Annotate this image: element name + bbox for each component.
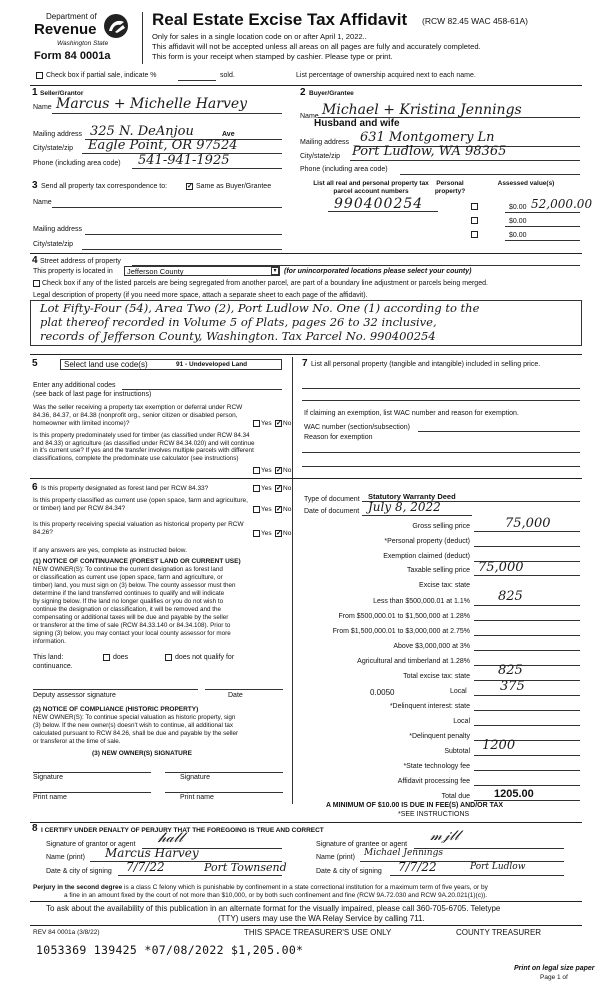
additional-codes-label: Enter any additional codes [33,382,116,389]
notice2-line-1: NEW OWNER(S): To continue special valuation as historic property, sign [33,714,236,721]
partial-sale-label: Check box if partial sale, indicate % [46,72,157,79]
personal-checkbox-3[interactable] [471,231,478,238]
forest-yes-checkbox[interactable] [253,485,260,492]
doc-date-label: Date of document [304,508,360,515]
grantee-date-label: Date & city of signing [316,868,382,875]
exempt-yes-checkbox[interactable] [253,420,260,427]
legal-line-2: plat thereof recorded in Volume 5 of Plats, pages 26 to 32 inclusive, [40,315,437,329]
forest-yes: Yes [261,485,272,492]
section3-heading: Send all property tax correspondence to: [41,183,168,190]
seller-mailing-suffix: Ave [222,131,235,138]
excise-state-label: Excise tax: state [419,582,470,589]
less-500k-label: Less than $500,000.01 at 1.1% [373,598,470,605]
grantor-name[interactable]: Marcus Harvey [105,846,199,860]
grantor-city[interactable]: Port Townsend [204,861,287,874]
seller-phone-label: Phone (including area code) [33,160,121,167]
new-owner-print-2: Print name [180,794,214,801]
partial-sale-checkbox[interactable] [36,72,43,79]
timber-question: Is this property predominately used for timber (as classified under RCW 84.34 and 84.33) or agriculture (as classified under RCW 84.34.020) and will continue in it's current use? If yes and the transfer involves multiple parcels with different classifications, complete the predominate use calculator (see instructions) [33,432,255,462]
seller-name[interactable]: Marcus + Michelle Harvey [56,96,248,112]
notice1-line-7: compensating or additional taxes will be due and payable by the seller [33,614,229,621]
personal-checkbox-1[interactable] [471,203,478,210]
timber-yes: Yes [261,467,272,474]
notice1-line-3: timber) land, you must sign on (3) below. The county assessor must then [33,582,236,589]
local-value[interactable]: 375 [500,679,525,694]
buyer-city[interactable]: Port Ludlow, WA 98365 [352,144,507,159]
personal-checkbox-2[interactable] [471,217,478,224]
personal-property-label: List all personal property (tangible and intangible) included in selling price. [311,361,541,368]
subtotal-label: Subtotal [444,748,470,755]
buyer-heading: Buyer/Grantee [309,90,354,97]
same-as-buyer-checkbox[interactable]: ✓ [187,183,193,190]
doc-date-value[interactable]: July 8, 2022 [368,500,441,514]
seller-city[interactable]: Eagle Point, OR 97524 [88,138,238,153]
certify-statement: I CERTIFY UNDER PENALTY OF PERJURY THAT THE FOREGOING IS TRUE AND CORRECT [41,827,324,834]
historic-yes: Yes [261,530,272,537]
street-address-label: Street address of property [40,258,121,265]
s3-name-label: Name [33,199,52,206]
s3-city-label: City/state/zip [33,241,74,248]
notice2-line-3: calculated pursuant to RCW 84.26, shall be due and payable by the seller [33,730,239,737]
tier4-label: Above $3,000,000 at 3% [393,643,470,650]
personal-col-header: Personal property? [434,180,466,195]
seller-phone[interactable]: 541-941-1925 [138,153,230,168]
notice1-line-5: by signing below. If the land no longer qualifies or you do not wish to [33,598,224,605]
header-note-1: Only for sales in a single location code on or after April 1, 2022.. [152,32,367,41]
delinq-local-label: Local [453,718,470,725]
total-state-label: Total excise tax: state [403,673,470,680]
notice1-line-4: determine if the land transferred continues to qualify and will indicate [33,590,225,597]
header-note-2: This affidavit will not be accepted unless all areas on all pages are fully and accurately completed. [152,42,481,51]
doc-type-value: Statutory Warranty Deed [368,492,456,501]
seller-mailing-label: Mailing address [33,131,83,138]
section-8-number: 8 [32,823,38,834]
does-checkbox[interactable] [103,654,110,661]
continuance-label: continuance. [33,663,73,670]
total-state-value[interactable]: 825 [498,663,523,678]
claim-exemption-label: If claiming an exemption, list WAC number and reason for exemption. [304,410,519,417]
parcel-number[interactable]: 990400254 [334,196,424,212]
partial-pct-line [178,80,216,81]
buyer-name-label: Name [300,113,319,120]
list-pct-note: List percentage of ownership acquired next to each name. [296,72,476,79]
doc-type-label: Type of document [304,496,360,503]
land-use-value: 91 - Undeveloped Land [176,361,248,368]
legal-line-3: records of Jefferson County, Washington. Tax Parcel No. 990400254 [40,329,436,343]
exemption-deduct-label: Exemption claimed (deduct) [383,553,470,560]
seller-mailing[interactable]: 325 N. DeAnjou [90,124,194,139]
county-dropdown-arrow-icon[interactable]: ▾ [271,267,279,275]
exempt-no: No [283,420,292,427]
section-1-number: 1 [32,87,38,98]
historic-no-checkbox[interactable]: ✓ [276,530,282,537]
form-title: Real Estate Excise Tax Affidavit [152,10,408,29]
buyer-typed-name: Husband and wife [314,118,400,129]
local-rate: 0.0050 [370,688,395,697]
grantee-signature[interactable]: 𝓂𝒿𝓁𝓁 [430,828,459,844]
land-use-label: Select land use code(s) [64,360,148,369]
notice2-line-2: (3) below. If the new owner(s) doesn't wish to continue, all additional tax [33,722,234,729]
section-3-number: 3 [32,180,38,191]
wac-label: WAC number (section/subsection) [304,424,410,431]
grantee-name[interactable]: Michael Jennings [364,848,443,858]
buyer-mailing[interactable]: 631 Montgomery Ln [360,130,495,145]
tier3-label: From $1,500,000.01 to $3,000,000 at 2.75% [332,628,470,635]
grantor-name-label: Name (print) [46,854,85,861]
current-no-checkbox[interactable]: ✓ [276,506,282,513]
revenue-logo-text: Revenue [34,21,97,38]
forest-question: Is this property designated as forest land per RCW 84.33? [41,485,209,492]
notice1-line-8: or transferor at the time of sale (RCW 84.33.140 or 84.34.108). Prior to [33,622,231,629]
grantee-date[interactable]: 7/7/22 [398,860,437,874]
buyer-mailing-label: Mailing address [300,139,350,146]
grantee-sig-label: Signature of grantee or agent [316,841,408,848]
exempt-no-checkbox[interactable]: ✓ [276,420,282,427]
taxable-value[interactable]: 75,000 [478,560,524,575]
grantee-name-label: Name (print) [316,854,355,861]
historic-question: Is this property receiving special valuation as historical property per RCW 84.26? [33,521,244,536]
revenue-logo-icon [103,13,130,39]
header-divider [142,12,143,64]
assessed-1-prefix: $0.00 [509,204,527,211]
reason-label: Reason for exemption [304,434,373,441]
dept-label: Department of [46,12,97,21]
notice1-line-9: signing (3) below, you may contact your local county assessor for more [33,630,231,637]
forest-no: No [283,485,292,492]
current-use-question: Is this property classified as current use (open space, farm and agriculture, or timber) land per RCW 84.34? [33,497,248,512]
current-yes: Yes [261,506,272,513]
cashier-stamp: 1053369 139425 *07/08/2022 $1,205.00* [36,943,304,957]
current-yes-checkbox[interactable] [253,506,260,513]
perjury-line-2: a fine in an amount fixed by the court of not more than $10,000, or by both such confinement and fine (RCW 9A.72.030 and RCW 9A.20.021(1)(c)). [64,892,488,899]
taxable-label: Taxable selling price [406,567,470,574]
timber-yes-checkbox[interactable] [253,467,260,474]
does-label: does [113,654,129,661]
parcel-col-header: List all real and personal property tax parcel account numbers [313,180,429,195]
deputy-signature-label: Deputy assessor signature [33,692,116,699]
total-due-label: Total due [441,793,470,800]
timber-no: No [283,467,292,474]
new-owner-sig-2: Signature [180,774,210,781]
personal-deduct-label: *Personal property (deduct) [384,538,470,545]
tier2-label: From $500,000.01 to $1,500,000 at 1.28% [338,613,470,620]
notice1-title: (1) NOTICE OF CONTINUANCE (FOREST LAND OR CURRENT USE) [33,558,241,565]
historic-no: No [283,530,292,537]
section-4-number: 4 [32,255,38,266]
grantee-city[interactable]: Port Ludlow [470,862,526,872]
new-owner-print-1: Print name [33,794,67,801]
ask-line-2: (TTY) users may use the WA Relay Service by calling 711. [218,914,425,923]
segregated-checkbox[interactable] [33,280,40,287]
if-yes-note: If any answers are yes, complete as instructed below. [33,547,187,554]
deputy-date-label: Date [228,692,243,699]
historic-yes-checkbox[interactable] [253,530,260,537]
assessed-col-header: Assessed value(s) [497,180,555,187]
buyer-name[interactable]: Michael + Kristina Jennings [322,102,522,118]
seller-city-label: City/state/zip [33,145,74,152]
print-legal-note: Print on legal size paper [514,965,595,972]
delinq-penalty-label: *Delinquent penalty [409,733,470,740]
exemption-question: Was the seller receiving a property tax exemption or deferral under RCW 84.36, 84.37, or 84.38 (nonprofit org., senior citizen or disabled person, homeowner with limited income)? [33,404,243,427]
tech-fee-label: *State technology fee [403,763,470,770]
assessed-1[interactable]: 52,000.00 [531,197,593,211]
total-due-value[interactable]: 1205.00 [494,788,534,800]
does-not-label: does not qualify for [175,654,235,661]
buyer-phone-label: Phone (including area code) [300,166,388,173]
notice1-line-1: NEW OWNER(S): To continue the current designation as forest land [33,566,223,573]
grantor-date-label: Date & city of signing [46,868,112,875]
section-7-number: 7 [302,358,308,369]
notice1-line-10: information. [33,638,66,645]
header-note-3: This form is your receipt when stamped by cashier. Please type or print. [152,52,393,61]
forest-no-checkbox[interactable]: ✓ [276,485,282,492]
grantor-sig-label: Signature of grantor or agent [46,841,136,848]
does-not-checkbox[interactable] [165,654,172,661]
timber-no-checkbox[interactable]: ✓ [276,467,282,474]
perjury-line-1 [33,884,488,891]
see-back-note: (see back of last page for instructions) [33,391,152,398]
minimum-note: A MINIMUM OF $10.00 IS DUE IN FEE(S) AND/OR TAX [326,802,504,809]
s3-mailing-label: Mailing address [33,226,83,233]
exempt-yes: Yes [261,420,272,427]
assessed-2: $0.00 [509,218,527,225]
this-land-label: This land: [33,654,64,661]
perjury-lead: Perjury in the second degree [33,884,123,891]
notice1-line-2: or classification as current use (open space, farm and agriculture, or [33,574,223,581]
grantor-signature[interactable]: 𝒽𝒶𝓁𝓁 [158,830,184,846]
section-2-number: 2 [300,87,306,98]
gross-value[interactable]: 75,000 [505,516,551,531]
county-note: (for unincorporated locations please select your county) [284,268,472,275]
county-value: Jefferson County [127,267,184,276]
subtotal-value[interactable]: 1200 [482,738,516,753]
form-statute: (RCW 82.45 WAC 458-61A) [422,16,528,26]
grantor-date[interactable]: 7/7/22 [126,860,165,874]
delinq-state-label: *Delinquent interest: state [389,703,470,710]
legal-desc-label: Legal description of property (if you need more space, attach a separate sheet to each page of the affidavit). [33,292,368,299]
buyer-city-label: City/state/zip [300,153,341,160]
notice2-title: (2) NOTICE OF COMPLIANCE (HISTORIC PROPERTY) [33,706,199,713]
perjury-text-1: is a class C felony which is punishable by confinement in a state correctional institution for a maximum term of five years, or by [122,884,488,891]
state-label: Washington State [57,40,109,47]
county-treasurer-label: COUNTY TREASURER [456,928,542,937]
treasurer-use-label: THIS SPACE TREASURER'S USE ONLY [244,928,392,937]
legal-line-1: Lot Fifty-Four (54), Area Two (2), Port Ludlow No. One (1) according to the [40,301,480,315]
seller-heading: Seller/Grantor [40,90,84,97]
partial-sold: sold. [220,72,235,79]
segregated-label: Check box if any of the listed parcels are being segregated from another parcel, are part of a boundary line adjustment or parcels being merged. [42,280,488,287]
section-5-number: 5 [32,358,38,369]
notice1-line-6: continue the designation or classification, it will be removed and the [33,606,221,613]
ask-line-1: To ask about the availability of this publication in an alternate format for the visually impaired, please call 360-705-6705. Teletype [46,904,501,913]
new-owner-sig-1: Signature [33,774,63,781]
local-label: Local [450,688,467,695]
assessed-3: $0.00 [509,232,527,239]
seller-name-label: Name [33,104,52,111]
located-label: This property is located in [33,268,113,275]
gross-label: Gross selling price [412,523,470,530]
current-no: No [283,506,292,513]
form-number: Form 84 0001a [34,50,111,62]
rev-label: REV 84 0001a (3/8/22) [33,929,100,936]
see-instructions: *SEE INSTRUCTIONS [398,811,470,818]
page-label: Page 1 of [540,974,568,981]
section-6-number: 6 [32,482,38,493]
affidavit-fee-label: Affidavit processing fee [397,778,470,785]
same-as-buyer-label: Same as Buyer/Grantee [196,183,272,190]
new-owner-sig-heading: (3) NEW OWNER(S) SIGNATURE [92,750,192,757]
agricultural-label: Agricultural and timberland at 1.28% [357,658,470,665]
less-500k-value[interactable]: 825 [498,589,523,604]
notice2-line-4: or transferor at the time of sale. [33,738,121,745]
